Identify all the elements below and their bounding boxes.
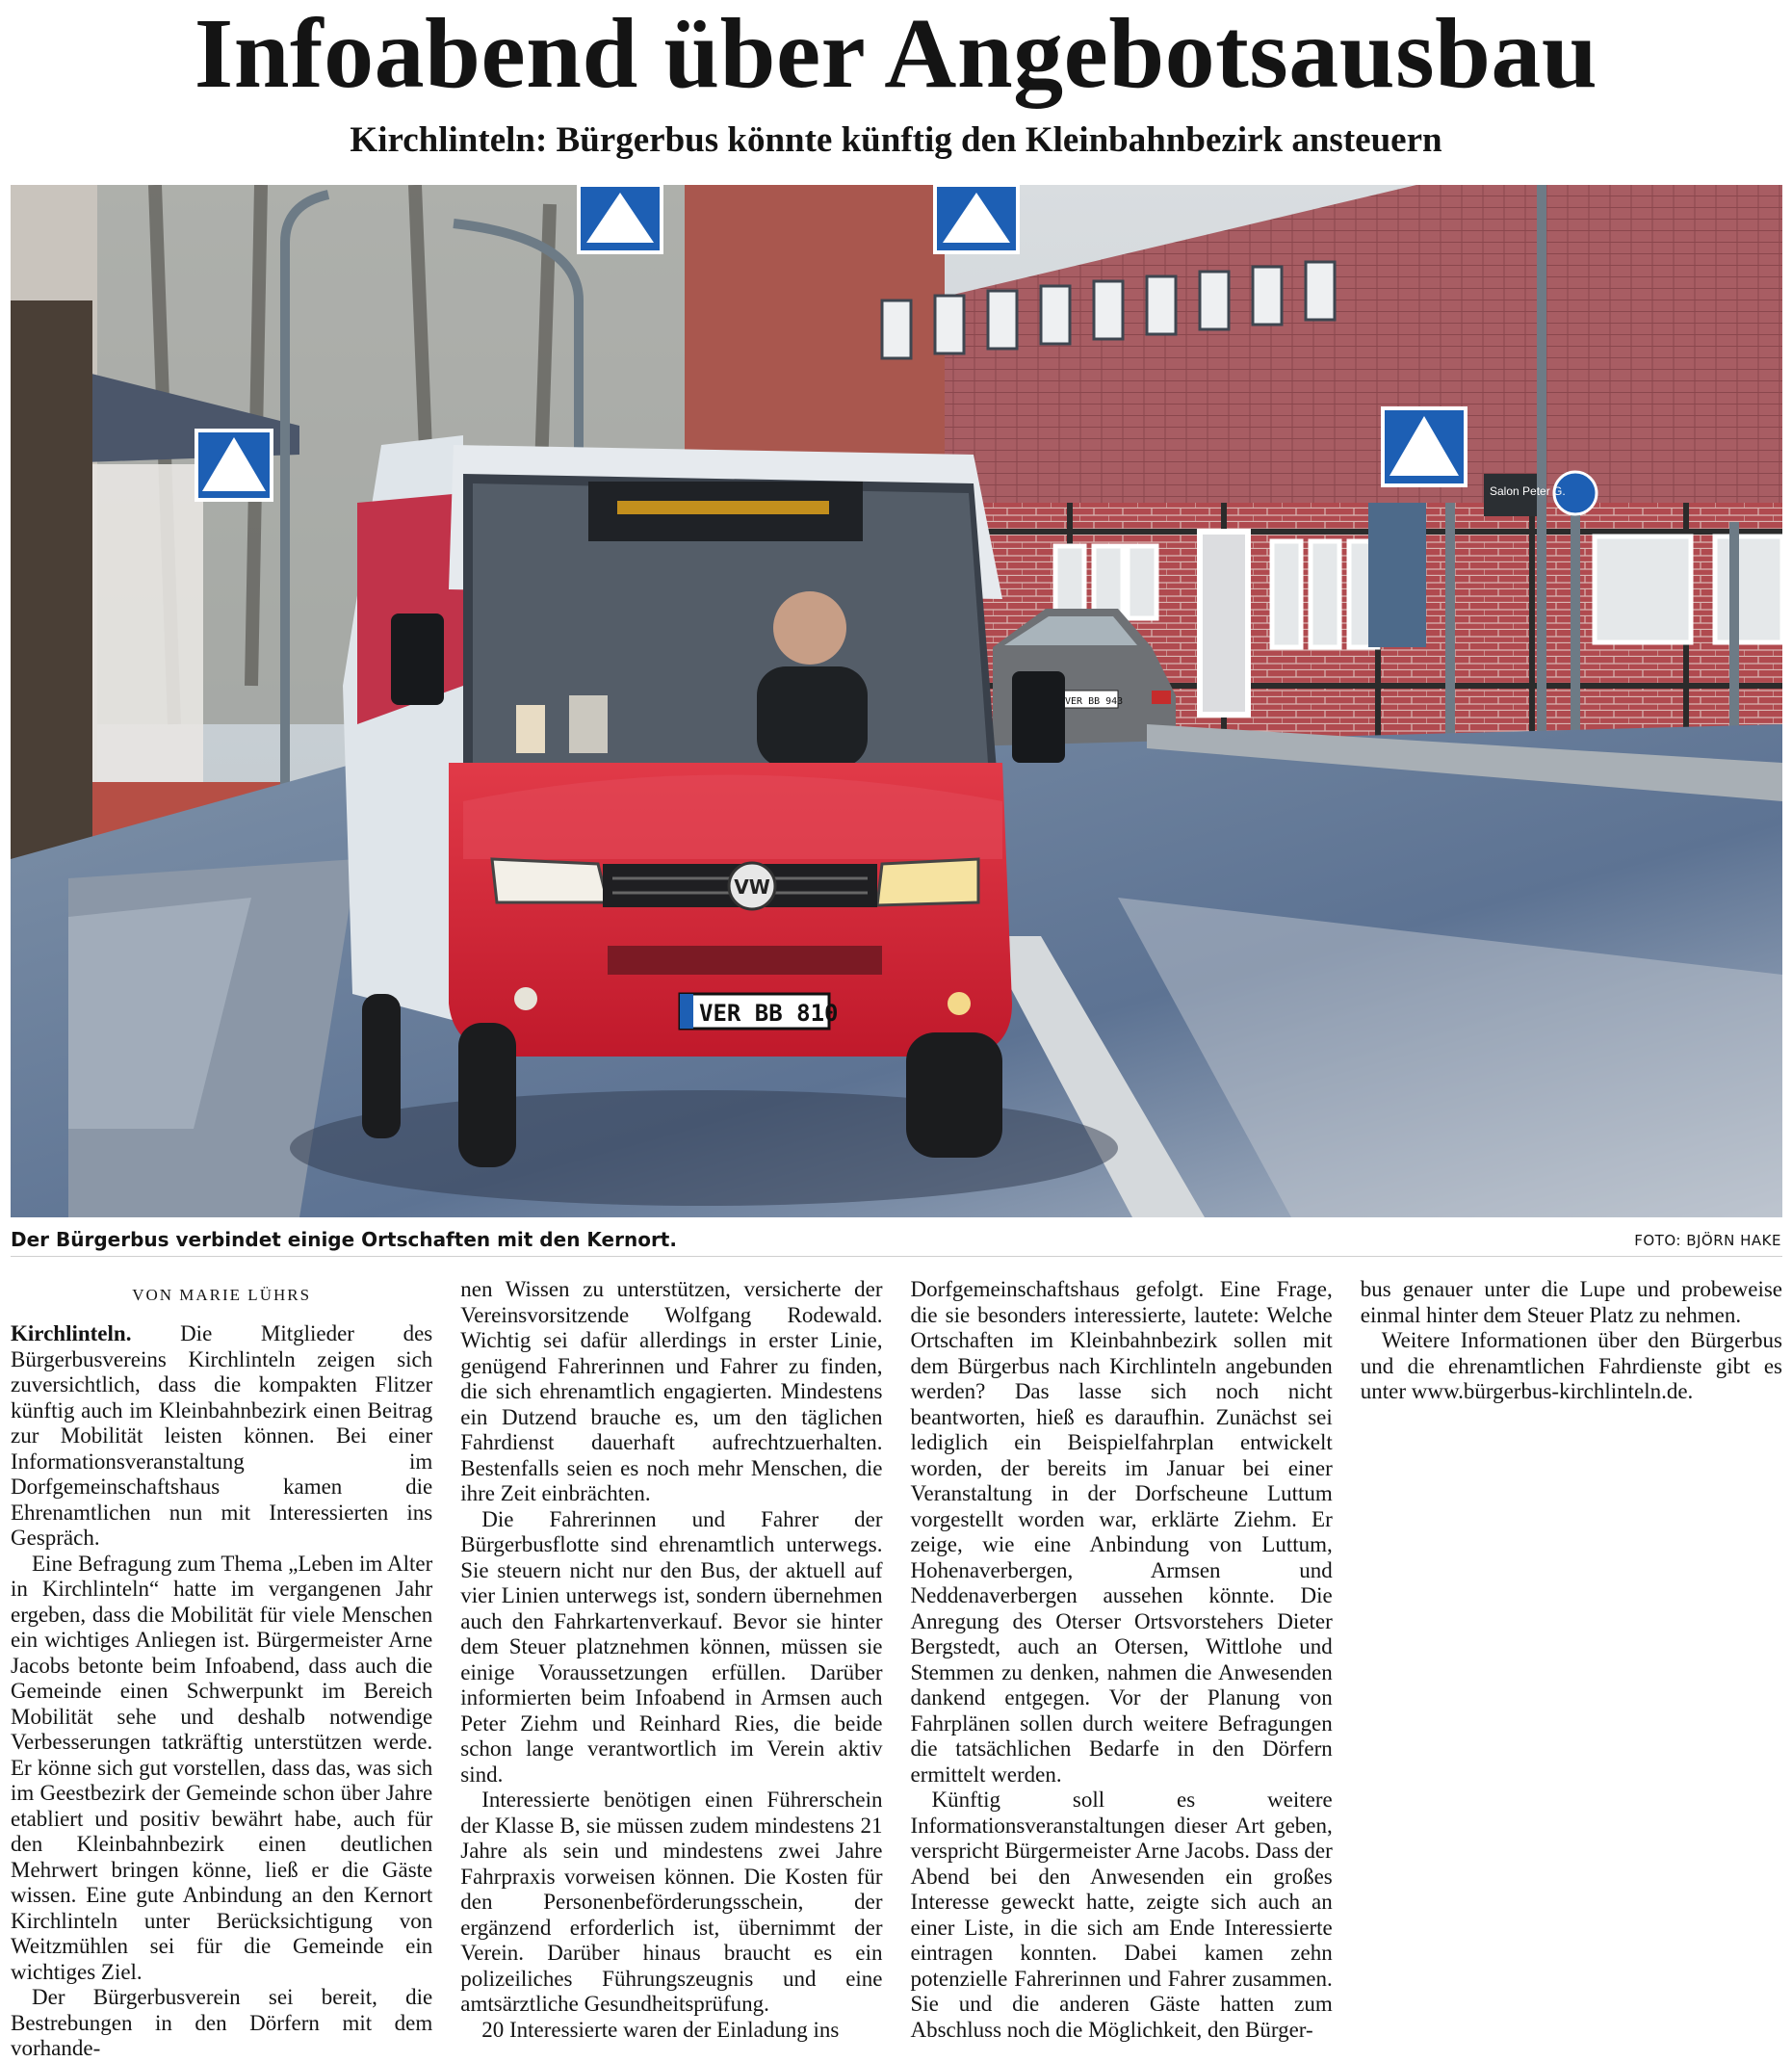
paragraph: Künftig soll es weitere Informationsveranstaltungen dieser Art geben, verspricht Bürgermeister Arne Jacobs. Dass der Abend bei den Anwesenden ein großes Interesse geweckt hatte, zeigte sich auch an einer Liste, in die sich am Ende Interessierte eintragen konnten. Dabei kamen zehn potenzielle Fahrerinnen und Fahrer zusammen. Sie und die anderen Gäste hatten zum Abschluss noch die Möglichkeit, den Bürger- (910, 1788, 1333, 2042)
article-photo (11, 185, 1782, 1217)
paragraph: Die Fahrerinnen und Fahrer der Bürgerbusflotte sind ehrenamtlich unterwegs. Sie steuern nicht nur den Bus, der aktuell auf vier Linien unterwegs ist, sondern übernehmen auch den Fahrkartenverkauf. Bevor sie hinter dem Steuer platznehmen können, müssen sie einige Voraussetzungen erfüllen. Darüber informierten beim Infoabend in Armsen auch Peter Ziehm und Reinhard Ries, die beide schon lange verantwortlich im Verein aktiv sind. (460, 1506, 883, 1787)
column-4 (1361, 1277, 1782, 2062)
byline: VON MARIE LÜHRS (132, 1286, 312, 1304)
paragraph: Dorfgemeinschaftshaus gefolgt. Eine Frage, die sie besonders interessierte, lautete: Welche Ortschaften im Kleinbahnbezirk sollen mit dem Bürgerbus nach Kirchlinteln angebunden werden? Das lasse sich noch nicht beantworten, hieß es daraufhin. Zunächst sei lediglich ein Beispielfahrplan entwickelt worden, der bereits im Januar bei einer Veranstaltung in der Dorfscheune Luttum vorgestellt worden war, erklärte Ziehm. Er zeige, wie eine Anbindung von Luttum, Hohenaverbergen, Armsen und Neddenaverbergen aussehen könnte. Die Anregung des Oterser Ortsvorstehers Dieter Bergstedt, auch an Otersen, Wittlohe und Stemmen zu denken, nahmen die Anwesenden dankend entgegen. Vor der Planung von Fahrplänen sollen durch weitere Befragungen die tatsächlichen Bedarfe in den Dörfern ermittelt werden. (910, 1277, 1333, 1787)
headline: Infoabend über Angebotsausbau (194, 0, 1598, 109)
paragraph: Weitere Informationen über den Bürgerbus und die ehrenamtlichen Fahrdienste gibt es unter www.bürgerbus-kirchlinteln.de. (1360, 1328, 1782, 1403)
paragraph: Interessierte benötigen einen Führerschein der Klasse B, sie müssen zudem mindestens 21 Jahre als sein und mindestens zwei Jahre Fahrpraxis vorweisen können. Die Kosten für den Personenbeförderungsschein, der ergänzend erforderlich ist, übernimmt der Verein. Darüber hinaus braucht es ein polizeiliches Führungszeugnis und eine amtsärztliche Gesundheitsprüfung. (460, 1788, 883, 2016)
bus-plate: VER BB 810 (699, 1000, 839, 1027)
column-3 (911, 1277, 1333, 2062)
paragraph (11, 1321, 432, 1552)
caption-divider (11, 1256, 1782, 1257)
column-2 (460, 1277, 882, 2062)
paragraph: 20 Interessierte waren der Einladung ins (481, 2017, 840, 2042)
paragraph: bus genauer unter die Lupe und probeweise einmal hinter dem Steuer Platz zu nehmen. (1360, 1277, 1782, 1327)
paragraph-text: Die Mitglieder des Bürgerbusvereins Kirchlinteln zeigen sich zuversichtlich, dass die kompakten Flitzer künftig auch im Kleinbahnbezirk einen Beitrag zur Mobilität leisten können. Bei einer Informationsveranstaltung im Dorfgemeinschaftshaus kamen die Ehrenamtlichen nun mit Interessierten ins Gespräch. (11, 1321, 433, 1550)
column-1 (11, 1277, 432, 2062)
photo-credit: FOTO: BJÖRN HAKE (1634, 1232, 1781, 1249)
paragraph: nen Wissen zu unterstützen, versicherte der Vereinsvorsitzende Wolfgang Rodewald. Wichtig sei dafür allerdings in erster Linie, genügend Fahrerinnen und Fahrer zu finden, die sich ehrenamtlich engagierten. Mindestens ein Dutzend brauche es, um den täglichen Fahrdienst dauerhaft aufrechtzuerhalten. Bestenfalls seien es noch mehr Menschen, die ihre Zeit einbrächten. (460, 1277, 883, 1505)
dateline: Kirchlinteln. (11, 1321, 132, 1345)
subheadline: Kirchlinteln: Bürgerbus könnte künftig den Kleinbahnbezirk ansteuern (350, 120, 1442, 160)
svg-text:VW: VW (734, 875, 770, 899)
shop-sign: Salon Peter G. (1490, 484, 1566, 498)
photo-caption: Der Bürgerbus verbindet einige Ortschaften mit den Kernort. (11, 1228, 677, 1251)
paragraph: Der Bürgerbusverein sei bereit, die Bestrebungen in den Dörfern mit dem vorhande- (11, 1985, 433, 2060)
car-plate: VER BB 943 (1065, 696, 1124, 707)
article-body (11, 1277, 1782, 2062)
paragraph: Eine Befragung zum Thema „Leben im Alter in Kirchlinteln“ hatte im vergangenen Jahr ergeben, dass die Mobilität für viele Menschen ein wichtiges Anliegen ist. Bürgermeister Arne Jacobs betonte beim Infoabend, dass auch die Gemeinde einen Schwerpunkt im Bereich Mobilität sehe und deshalb notwendige Verbesserungen tatkräftig unterstützen werde. Er könne sich gut vorstellen, dass das, was sich im Geestbezirk der Gemeinde schon über Jahre etabliert und positiv bewährt habe, auch für den Kleinbahnbezirk einen deutlichen Mehrwert bringen könne, ließ er die Gäste wissen. Eine gute Anbindung an den Kernort Kirchlinteln unter Berücksichtigung von Weitzmühlen sei für die Gemeinde ein wichtiges Ziel. (11, 1551, 433, 1984)
